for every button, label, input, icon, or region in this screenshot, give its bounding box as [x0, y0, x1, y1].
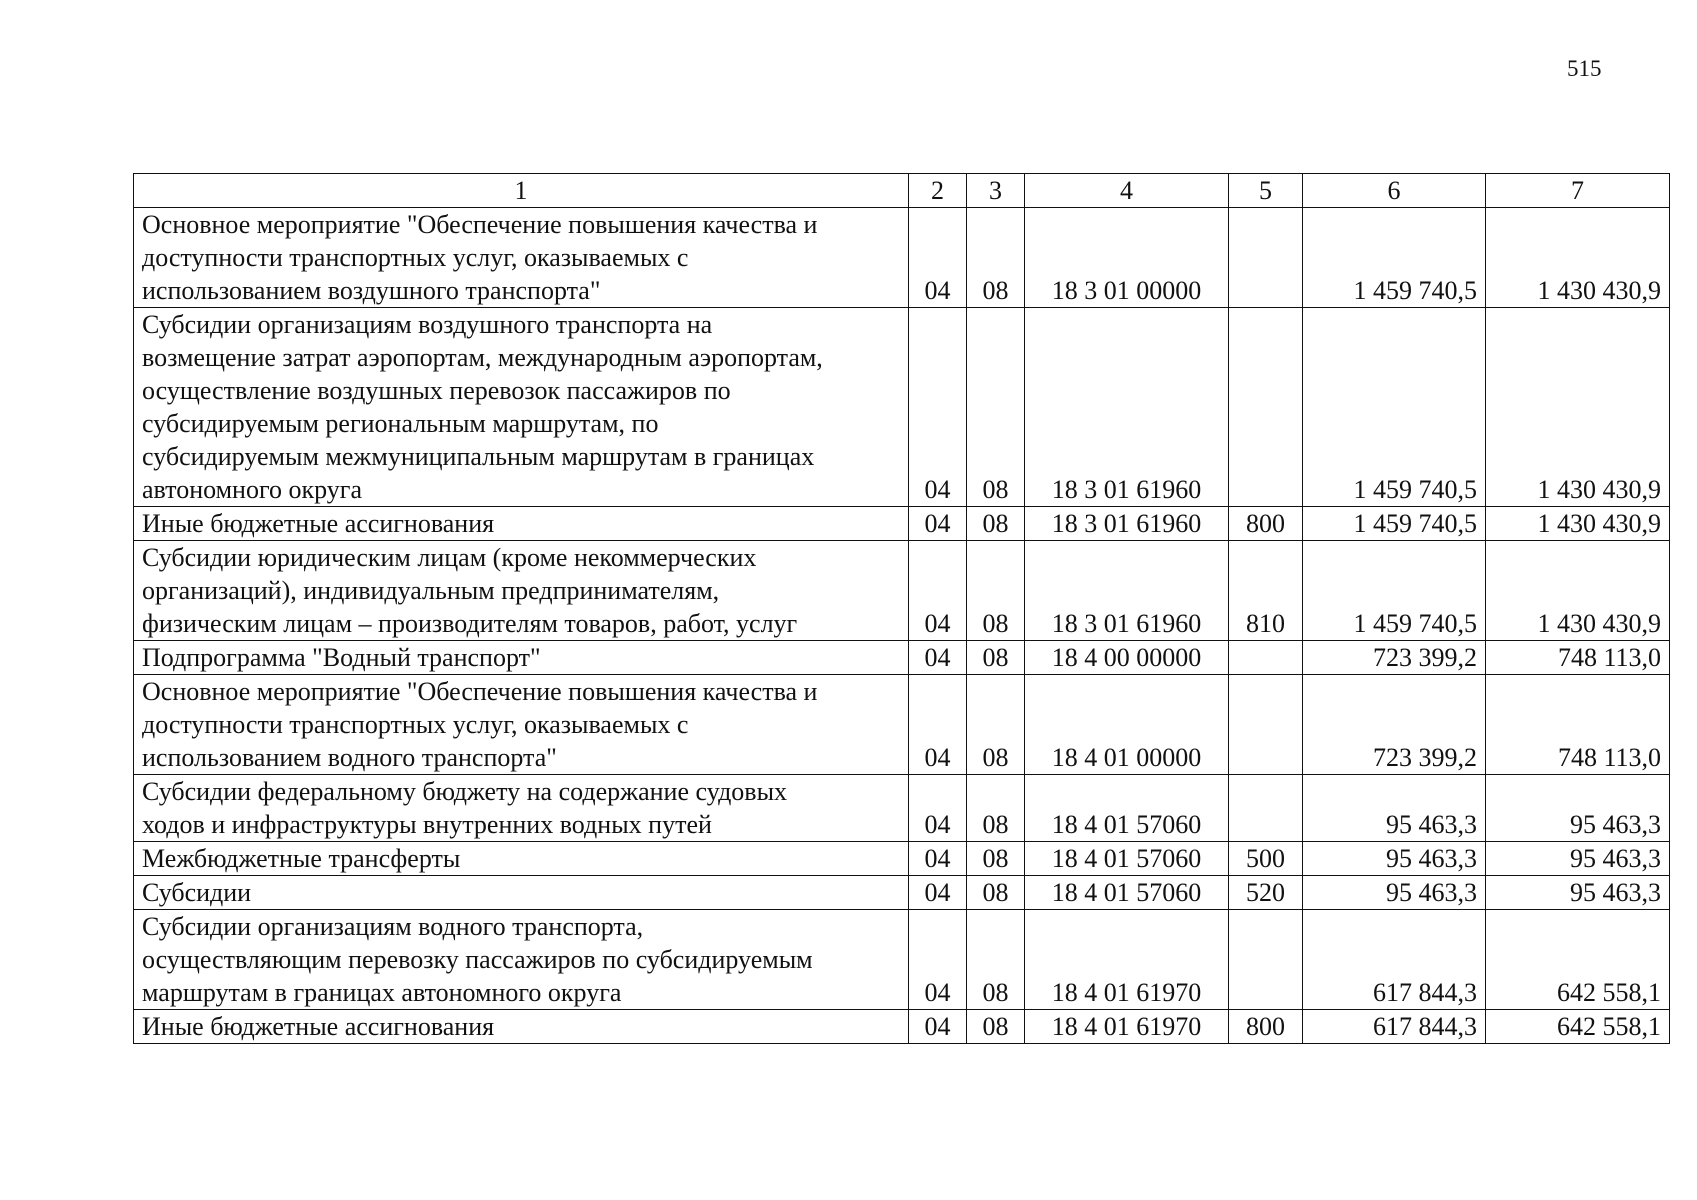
item-name-cell	[134, 308, 909, 507]
section-code-cell: 04	[909, 876, 967, 910]
amount-1-cell: 723 399,2	[1303, 675, 1486, 775]
section-code-cell: 04	[909, 910, 967, 1010]
subsection-code-cell: 08	[967, 1010, 1025, 1044]
subsection-code-cell: 08	[967, 876, 1025, 910]
section-code-cell: 04	[909, 1010, 967, 1044]
expense-type-cell	[1229, 208, 1303, 308]
amount-2-cell: 95 463,3	[1486, 775, 1670, 842]
item-name-line: осуществление воздушных перевозок пассажиров по	[142, 376, 731, 405]
item-name-cell	[134, 541, 909, 641]
target-article-cell: 18 4 01 00000	[1025, 675, 1229, 775]
amount-1-cell: 95 463,3	[1303, 775, 1486, 842]
section-code-cell: 04	[909, 541, 967, 641]
section-code-cell: 04	[909, 308, 967, 507]
target-article-cell: 18 4 01 61970	[1025, 1010, 1229, 1044]
target-article-cell: 18 4 01 57060	[1025, 842, 1229, 876]
target-article-cell: 18 4 01 57060	[1025, 876, 1229, 910]
item-name-cell	[134, 842, 909, 876]
expense-type-cell: 810	[1229, 541, 1303, 641]
table-body	[134, 208, 1670, 1044]
item-name-cell	[134, 775, 909, 842]
expense-type-cell: 520	[1229, 876, 1303, 910]
item-name-line: маршрутам в границах автономного округа	[142, 978, 622, 1007]
item-name-cell	[134, 910, 909, 1010]
section-code-cell: 04	[909, 641, 967, 675]
amount-1-cell: 1 459 740,5	[1303, 308, 1486, 507]
item-name-line: автономного округа	[142, 475, 362, 504]
item-name-cell	[134, 641, 909, 675]
amount-1-cell: 1 459 740,5	[1303, 208, 1486, 308]
amount-2-cell: 642 558,1	[1486, 1010, 1670, 1044]
item-name-line: использованием водного транспорта"	[142, 743, 557, 772]
subsection-code-cell: 08	[967, 842, 1025, 876]
amount-2-cell: 1 430 430,9	[1486, 208, 1670, 308]
item-name-line: субсидируемым межмуниципальным маршрутам в границах	[142, 442, 815, 471]
item-name-line: Субсидии организациям воздушного транспорта на	[142, 310, 713, 339]
item-name-cell	[134, 675, 909, 775]
amount-1-cell: 723 399,2	[1303, 641, 1486, 675]
column-header-2: 2	[909, 174, 967, 208]
target-article-cell: 18 3 01 61960	[1025, 507, 1229, 541]
column-header-4: 4	[1025, 174, 1229, 208]
section-code-cell: 04	[909, 675, 967, 775]
table-row	[134, 876, 1670, 910]
item-name-cell	[134, 1010, 909, 1044]
table-row	[134, 308, 1670, 507]
page-number: 515	[1567, 56, 1602, 81]
amount-2-cell: 1 430 430,9	[1486, 308, 1670, 507]
table-row	[134, 675, 1670, 775]
column-header-6: 6	[1303, 174, 1486, 208]
item-name-line: Основное мероприятие "Обеспечение повышения качества и	[142, 677, 818, 706]
expense-type-cell	[1229, 308, 1303, 507]
expense-type-cell: 500	[1229, 842, 1303, 876]
table-row	[134, 842, 1670, 876]
item-name-line: Подпрограмма "Водный транспорт"	[142, 643, 541, 672]
expense-type-cell	[1229, 910, 1303, 1010]
amount-2-cell: 1 430 430,9	[1486, 507, 1670, 541]
target-article-cell: 18 4 01 57060	[1025, 775, 1229, 842]
target-article-cell: 18 4 00 00000	[1025, 641, 1229, 675]
item-name-line: возмещение затрат аэропортам, международным аэропортам,	[142, 343, 823, 372]
item-name-line: Субсидии федеральному бюджету на содержание судовых	[142, 777, 788, 806]
budget-table	[133, 173, 1670, 1044]
subsection-code-cell: 08	[967, 308, 1025, 507]
amount-2-cell: 748 113,0	[1486, 675, 1670, 775]
amount-2-cell: 95 463,3	[1486, 842, 1670, 876]
item-name-line: организаций), индивидуальным предпринимателям,	[142, 576, 720, 605]
item-name-line: Основное мероприятие "Обеспечение повышения качества и	[142, 210, 818, 239]
table-row	[134, 910, 1670, 1010]
amount-1-cell: 95 463,3	[1303, 876, 1486, 910]
section-code-cell: 04	[909, 842, 967, 876]
table-row	[134, 1010, 1670, 1044]
target-article-cell: 18 3 01 61960	[1025, 308, 1229, 507]
amount-2-cell: 95 463,3	[1486, 876, 1670, 910]
item-name-cell	[134, 876, 909, 910]
subsection-code-cell: 08	[967, 208, 1025, 308]
item-name-line: физическим лицам – производителям товаров, работ, услуг	[142, 609, 798, 638]
expense-type-cell	[1229, 675, 1303, 775]
expense-type-cell	[1229, 641, 1303, 675]
subsection-code-cell: 08	[967, 675, 1025, 775]
amount-1-cell: 617 844,3	[1303, 1010, 1486, 1044]
item-name-line: доступности транспортных услуг, оказываемых с	[142, 710, 689, 739]
column-header-3: 3	[967, 174, 1025, 208]
expense-type-cell	[1229, 775, 1303, 842]
amount-2-cell: 642 558,1	[1486, 910, 1670, 1010]
item-name-cell	[134, 208, 909, 308]
table-header	[134, 174, 1670, 208]
target-article-cell: 18 3 01 00000	[1025, 208, 1229, 308]
section-code-cell: 04	[909, 775, 967, 842]
item-name-line: использованием воздушного транспорта"	[142, 276, 601, 305]
item-name-line: Субсидии	[142, 878, 252, 907]
amount-1-cell: 1 459 740,5	[1303, 507, 1486, 541]
table-row	[134, 541, 1670, 641]
item-name-line: Межбюджетные трансферты	[142, 844, 461, 873]
column-header-7: 7	[1486, 174, 1670, 208]
item-name-cell	[134, 507, 909, 541]
amount-1-cell: 617 844,3	[1303, 910, 1486, 1010]
subsection-code-cell: 08	[967, 507, 1025, 541]
expense-type-cell: 800	[1229, 507, 1303, 541]
amount-1-cell: 1 459 740,5	[1303, 541, 1486, 641]
item-name-line: Субсидии организациям водного транспорта,	[142, 912, 644, 941]
amount-2-cell: 1 430 430,9	[1486, 541, 1670, 641]
subsection-code-cell: 08	[967, 641, 1025, 675]
table-row	[134, 208, 1670, 308]
section-code-cell: 04	[909, 507, 967, 541]
item-name-line: Иные бюджетные ассигнования	[142, 509, 495, 538]
target-article-cell: 18 3 01 61960	[1025, 541, 1229, 641]
item-name-line: Субсидии юридическим лицам (кроме некоммерческих	[142, 543, 757, 572]
column-header-5: 5	[1229, 174, 1303, 208]
subsection-code-cell: 08	[967, 541, 1025, 641]
amount-2-cell: 748 113,0	[1486, 641, 1670, 675]
item-name-line: ходов и инфраструктуры внутренних водных путей	[142, 810, 712, 839]
table-row	[134, 775, 1670, 842]
item-name-line: Иные бюджетные ассигнования	[142, 1012, 495, 1041]
table-row	[134, 507, 1670, 541]
target-article-cell: 18 4 01 61970	[1025, 910, 1229, 1010]
table-row	[134, 641, 1670, 675]
item-name-line: субсидируемым региональным маршрутам, по	[142, 409, 659, 438]
amount-1-cell: 95 463,3	[1303, 842, 1486, 876]
column-header-1: 1	[134, 174, 909, 208]
item-name-line: доступности транспортных услуг, оказываемых с	[142, 243, 689, 272]
subsection-code-cell: 08	[967, 910, 1025, 1010]
subsection-code-cell: 08	[967, 775, 1025, 842]
section-code-cell: 04	[909, 208, 967, 308]
header-row	[134, 174, 1670, 208]
item-name-line: осуществляющим перевозку пассажиров по субсидируемым	[142, 945, 813, 974]
expense-type-cell: 800	[1229, 1010, 1303, 1044]
